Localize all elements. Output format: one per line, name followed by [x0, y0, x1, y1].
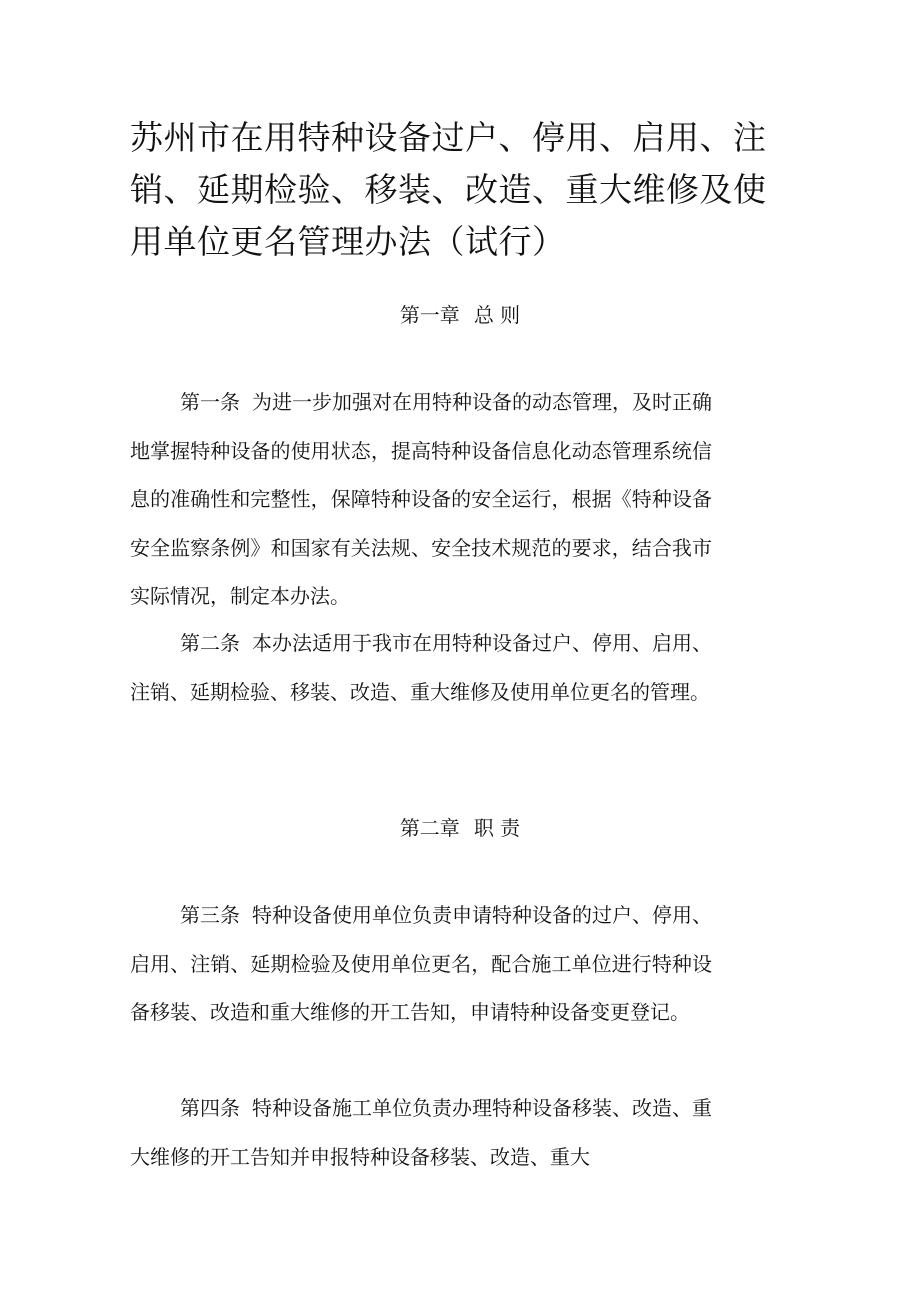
article-label: 第四条: [180, 1096, 240, 1120]
article-text: 为进一步加强对在用特种设备的动态管理，及时正确地掌握特种设备的使用状态，提高特种设备信息化动态管理系统信息的准确性和完整性，保障特种设备的安全运行，根据《特种设备安全监察条例》和国家有关法规、安全技术规范的要求，结合我市实际情况，制定本办法。: [130, 390, 712, 609]
article-4: [130, 1084, 712, 1181]
article-text: 本办法适用于我市在用特种设备过户、停用、启用、注销、延期检验、移装、改造、重大维修及使用单位更名的管理。: [130, 631, 712, 704]
article-label: 第二条: [180, 631, 240, 655]
article-1: [130, 378, 712, 621]
chapter-number: 第二章: [399, 816, 460, 840]
document-title: 苏州市在用特种设备过户、停用、启用、注销、延期检验、移装、改造、重大维修及使用单位更名管理办法（试行）: [130, 118, 767, 261]
article-2: [130, 619, 712, 716]
chapter-name: 职 责: [473, 816, 521, 840]
article-text: 特种设备使用单位负责申请特种设备的过户、停用、启用、注销、延期检验及使用单位更名，配合施工单位进行特种设备移装、改造和重大维修的开工告知，申请特种设备变更登记。: [130, 903, 712, 1025]
article-text: 特种设备施工单位负责办理特种设备移装、改造、重大维修的开工告知并申报特种设备移装、改造、重大: [130, 1096, 712, 1169]
chapter-number: 第一章: [399, 303, 460, 327]
chapter-heading-1: [0, 300, 920, 330]
chapter-heading-2: [0, 813, 920, 843]
article-label: 第三条: [180, 903, 240, 927]
article-label: 第一条: [180, 390, 240, 414]
chapter-name: 总 则: [473, 303, 521, 327]
article-3: [130, 891, 712, 1037]
